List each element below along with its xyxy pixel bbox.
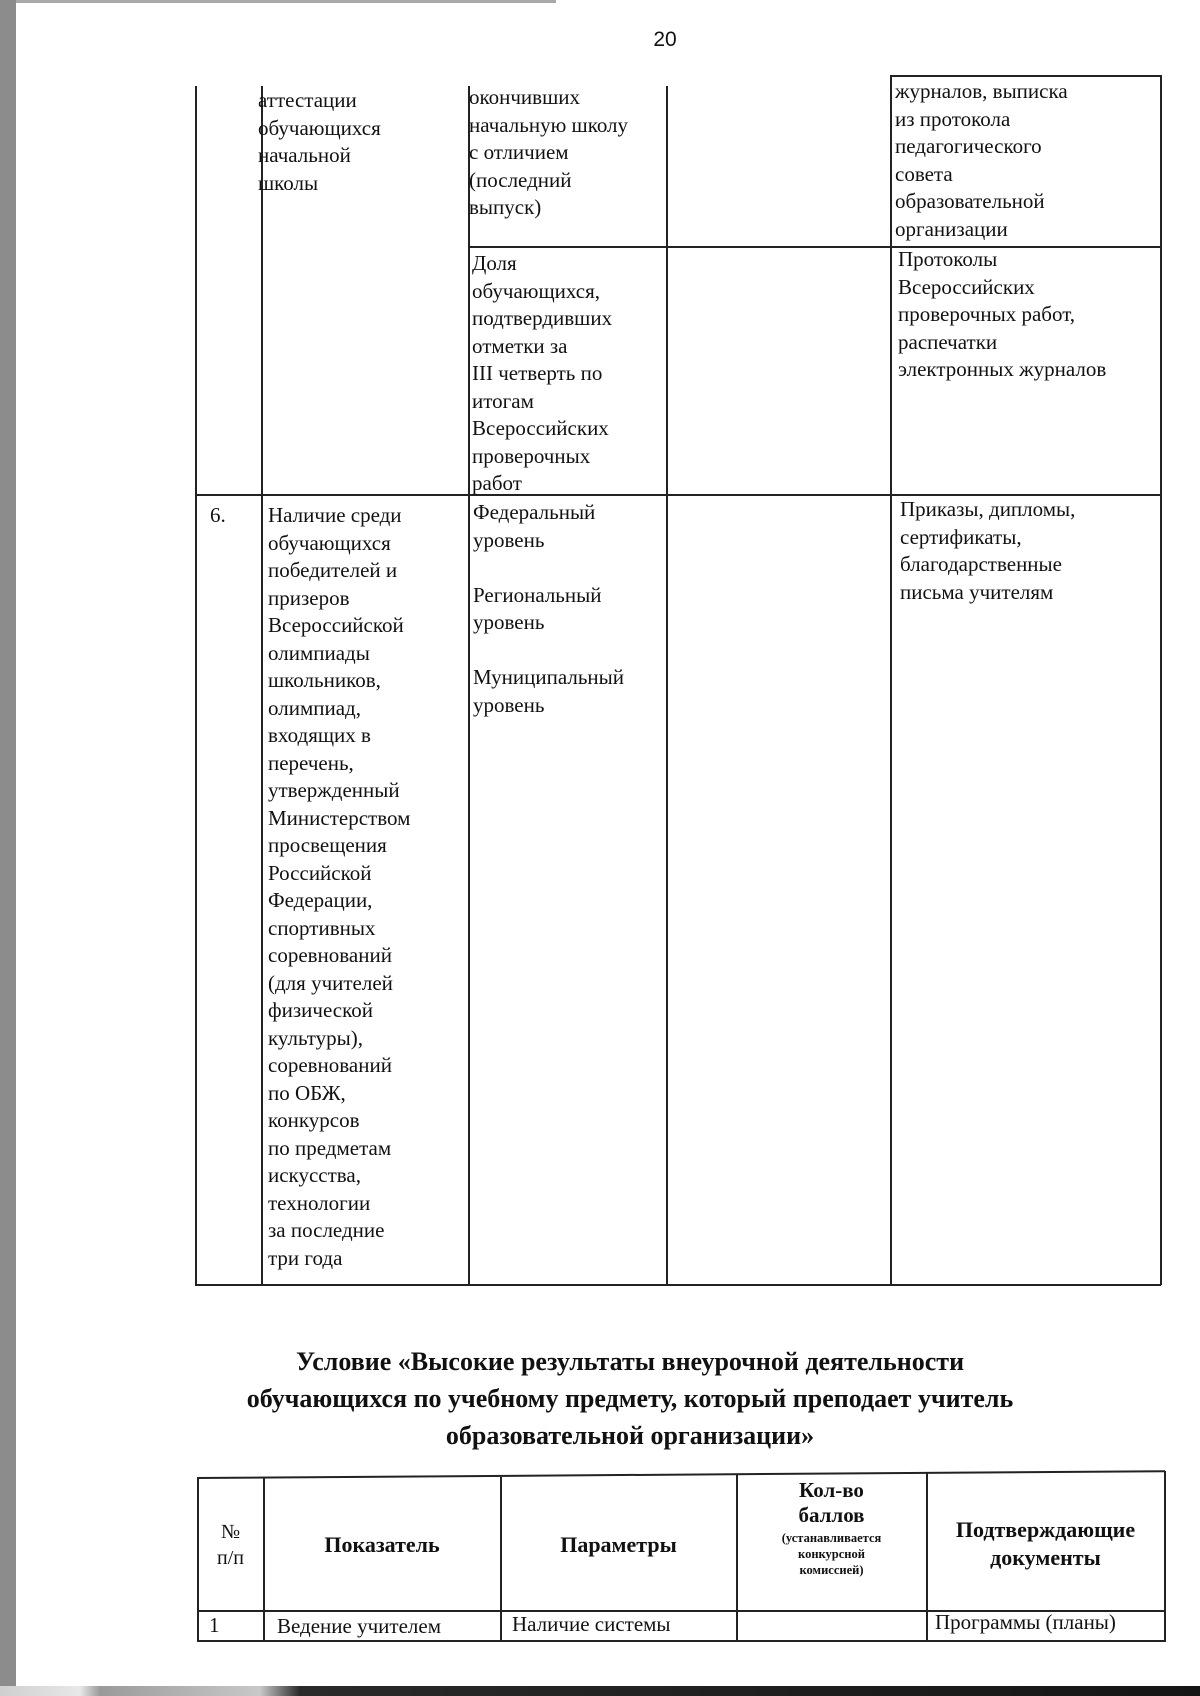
header-score-main: Кол-во баллов [798,1478,865,1527]
row-number-1: 1 [209,1613,220,1637]
table2-border-right [1164,1471,1166,1642]
table1-divider-num [261,86,263,1285]
header-score-note: (устанавливается конкурсной комиссией) [781,1531,882,1577]
parameter-cell-vpr-share: Доля обучающихся, подтвердивших отметки за III четверть по итогам Всероссийских проверочных работ [472,251,613,495]
table1-divider-score [890,75,892,1285]
header-parameters: Параметры [560,1532,677,1557]
table1-border-bottom [195,1284,1161,1286]
header-documents: Подтверждающие документы [955,1517,1136,1570]
header-indicator: Показатель [324,1532,440,1557]
row1-indicator: Ведение учителем [277,1614,441,1638]
scan-edge-bottom [0,1686,1200,1696]
table1-border-top [890,75,1161,77]
header-score [737,1476,926,1610]
table1-border-right [1160,75,1162,1285]
header-number: № п/п [217,1521,244,1569]
documents-cell-orders-diplomas: Приказы, дипломы, сертификаты, благодарственные письма учителям [900,497,1076,604]
table1-border-left [195,86,197,1285]
scan-edge-left [0,0,16,1696]
page-number: 20 [653,28,677,51]
documents-cell-vpr-protocols: Протоколы Всероссийских проверочных работ, распечатки электронных журналов [898,247,1107,381]
indicator-cell-continued: аттестации обучающихся начальной школы [258,88,381,195]
row1-parameters: Наличие системы [512,1612,671,1636]
documents-cell-journals: журналов, выписка из протокола педагогического совета образовательной организации [895,79,1068,241]
section-title: Условие «Высокие результаты внеурочной деятельности обучающихся по учебному предмету, который преподает учитель образовательной организации» [246,1347,1014,1450]
table1-divider-params [666,86,668,1285]
parameter-cell-honors: окончивших начальную школу с отличием (последний выпуск) [469,85,629,219]
row1-documents: Программы (планы) [935,1610,1116,1634]
table1-divider-indicator [468,86,470,1285]
scan-edge-top [16,0,556,3]
parameter-cell-levels: Федеральный уровень Региональный уровень Муниципальный уровень [473,500,624,717]
indicator-cell-olympiad-winners: Наличие среди обучающихся победителей и призеров Всероссийской олимпиады школьников, олимпиад, входящих в перечень, утвержденный Министерством просвещения Российской Федерации, спортивных соревнований (для учителей физической культуры), соревнований по ОБЖ, конкурсов по предметам искусства, технологии за последние три года [268,503,411,1270]
row-number-6: 6. [210,503,226,527]
